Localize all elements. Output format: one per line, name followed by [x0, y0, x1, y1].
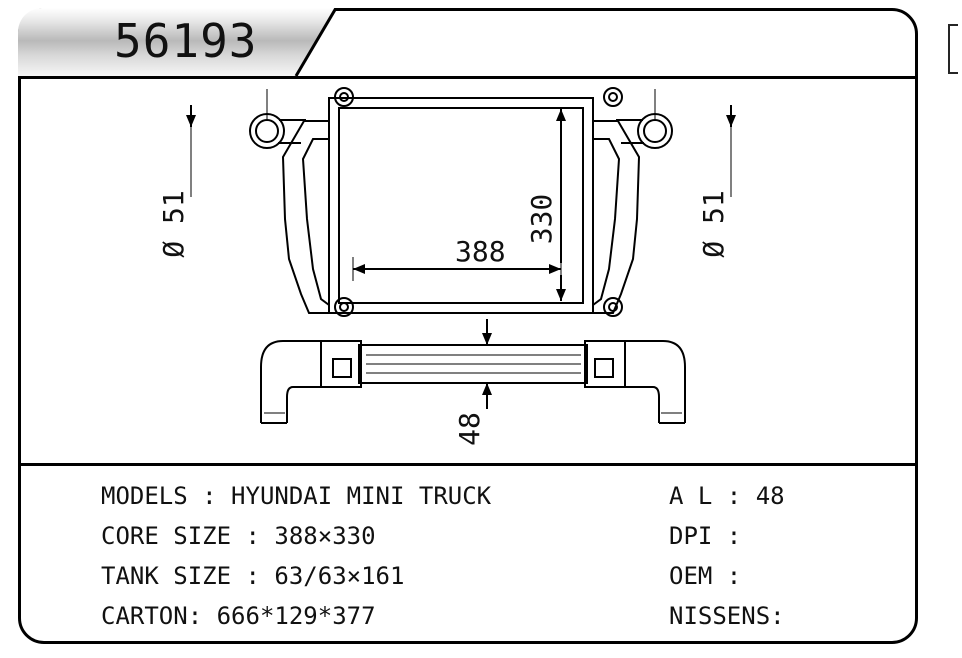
- spec-tank-size: TANK SIZE : 63/63×161: [101, 562, 405, 590]
- dim-height-arrow-bottom: [556, 289, 566, 301]
- spec-carton: CARTON: 666*129*377: [101, 602, 376, 630]
- dim-height-label: 330: [525, 193, 558, 245]
- topview-right-port-square: [595, 359, 613, 377]
- dim-width-arrow-right: [549, 264, 561, 274]
- mount-boss-top-right-outer: [604, 88, 622, 106]
- right-inlet-inner-circle: [644, 120, 666, 142]
- right-dia-arrow-head: [726, 115, 736, 127]
- dim-height-arrow-top: [556, 109, 566, 121]
- topview-left-pipe-outer: [261, 341, 321, 423]
- topview-right-pipe-outer: [625, 341, 685, 423]
- dim-depth-label: 48: [453, 412, 486, 446]
- intercooler-technical-drawing: [21, 79, 915, 463]
- left-dia-arrow-head: [186, 115, 196, 127]
- topview-left-tank: [321, 341, 361, 387]
- dim-depth-arrow-top: [482, 333, 492, 345]
- spec-column-left: [101, 476, 621, 636]
- mount-boss-bottom-left-hole: [340, 303, 348, 311]
- topview-left-pipe-inner: [287, 387, 321, 423]
- part-number-text: 56193: [114, 14, 258, 68]
- right-tank-inner-profile: [593, 139, 619, 305]
- spec-dpi: DPI :: [669, 522, 742, 550]
- dim-depth-arrow-bottom: [482, 383, 492, 395]
- spec-column-right: [669, 476, 909, 636]
- left-inlet-inner-circle: [256, 120, 278, 142]
- topview-right-tank: [585, 341, 625, 387]
- left-tank-inner-profile: [303, 139, 329, 305]
- spec-nissens: NISSENS:: [669, 602, 785, 630]
- topview-left-port-square: [333, 359, 351, 377]
- dim-width-label: 388: [455, 235, 506, 268]
- part-number-banner: [18, 8, 336, 76]
- specification-table: [21, 466, 915, 641]
- spec-al: A L : 48: [669, 482, 785, 510]
- edge-registration-mark: [948, 24, 958, 74]
- topview-right-pipe-inner: [625, 387, 659, 423]
- dim-width-arrow-left: [353, 264, 365, 274]
- left-inlet-diameter-label: Ø 51: [157, 190, 190, 258]
- right-inlet-diameter-label: Ø 51: [697, 190, 730, 258]
- spec-models: MODELS : HYUNDAI MINI TRUCK: [101, 482, 492, 510]
- spec-oem: OEM :: [669, 562, 742, 590]
- mount-boss-top-right-hole: [609, 93, 617, 101]
- spec-core-size: CORE SIZE : 388×330: [101, 522, 376, 550]
